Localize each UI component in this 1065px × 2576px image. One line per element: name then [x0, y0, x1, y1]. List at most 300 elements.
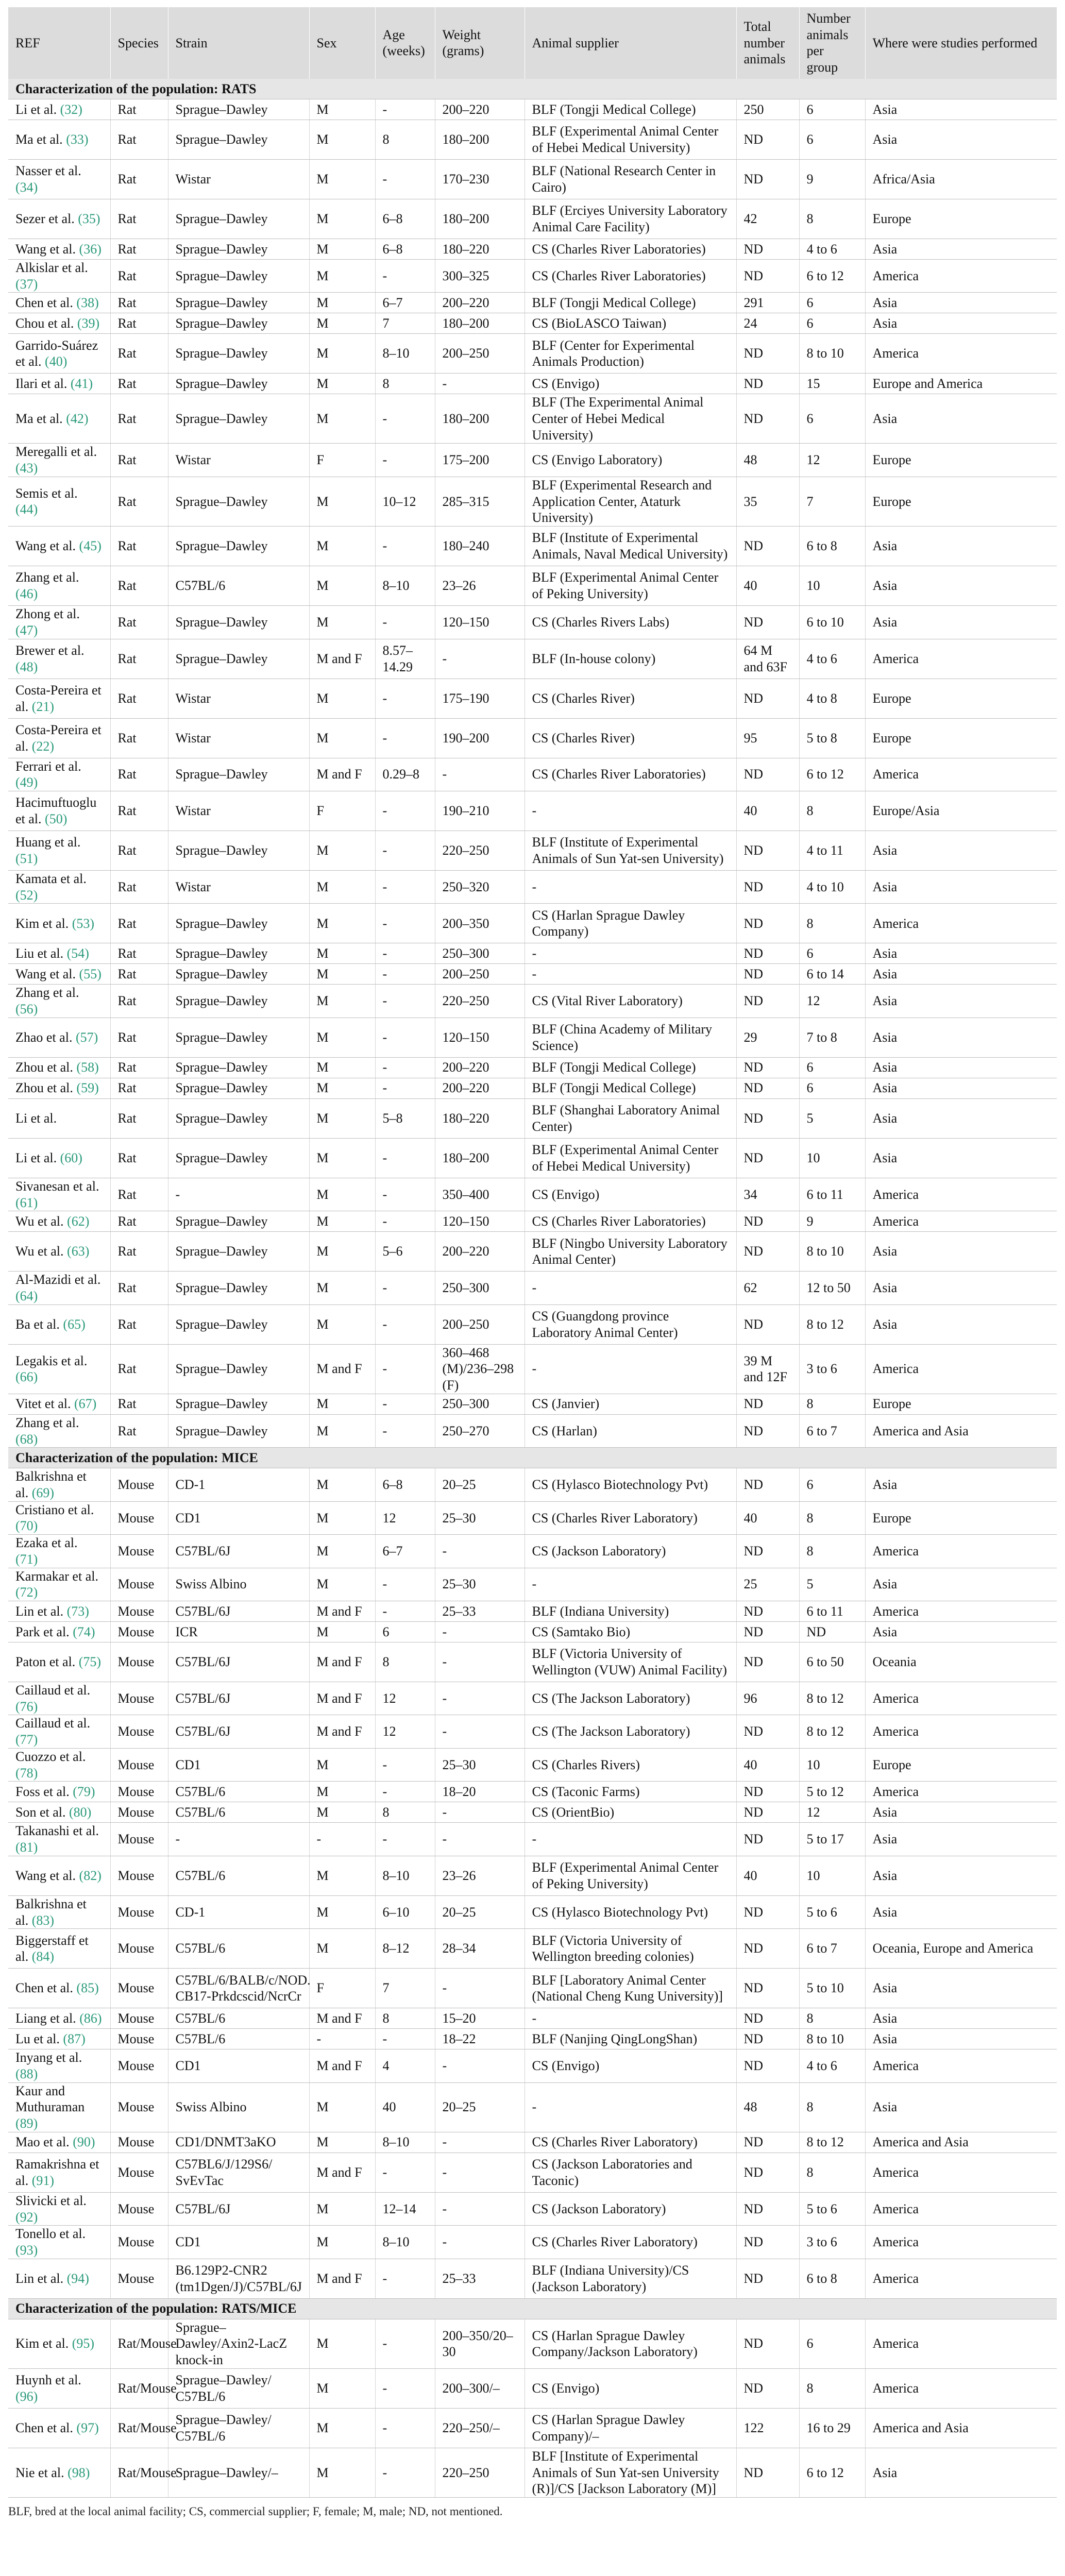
cell-weight: 25–30 [435, 1568, 525, 1601]
ref-citation-link[interactable]: (95) [72, 2336, 95, 2351]
cell-weight: 190–210 [435, 791, 525, 831]
column-header: Total number animals [736, 7, 799, 79]
section-row [8, 2298, 1057, 2319]
cell-total: 35 [736, 477, 799, 526]
cell-supplier: BLF (In-house colony) [525, 639, 736, 679]
cell-where: America and Asia [865, 1414, 1057, 1447]
ref-citation-link[interactable]: (47) [15, 622, 38, 638]
ref-citation-link[interactable]: (86) [79, 2010, 102, 2026]
ref-citation-link[interactable]: (61) [15, 1195, 38, 1210]
table-row [8, 1929, 1057, 1969]
ref-citation-link[interactable]: (98) [67, 2465, 90, 2480]
cell-per-group: 5 to 6 [799, 2192, 865, 2225]
cell-ref [8, 985, 110, 1018]
cell-per-group: 5 to 6 [799, 1895, 865, 1928]
ref-citation-link[interactable]: (83) [31, 1912, 55, 1928]
ref-citation-link[interactable]: (76) [15, 1699, 38, 1714]
cell-where: Asia [865, 2448, 1057, 2497]
cell-supplier: - [525, 943, 736, 964]
ref-citation-link[interactable]: (85) [76, 1980, 99, 1996]
cell-species: Rat [110, 477, 168, 526]
cell-sex: M [309, 964, 375, 985]
cell-total: ND [736, 1823, 799, 1856]
cell-age: - [375, 943, 435, 964]
cell-where: Europe [865, 679, 1057, 718]
ref-citation-link[interactable]: (92) [15, 2209, 38, 2225]
cell-weight: - [435, 2226, 525, 2259]
cell-where: America [865, 1211, 1057, 1232]
ref-citation-link[interactable]: (90) [73, 2134, 95, 2150]
column-header: REF [8, 7, 110, 79]
ref-citation-link[interactable]: (53) [72, 916, 95, 931]
cell-age: - [375, 1601, 435, 1622]
cell-total: ND [736, 1138, 799, 1178]
cell-ref [8, 2226, 110, 2259]
cell-total: ND [736, 120, 799, 159]
ref-citation-link[interactable]: (58) [76, 1060, 99, 1075]
cell-per-group: 6 to 8 [799, 527, 865, 566]
ref-citation-link[interactable]: (36) [79, 241, 102, 257]
ref-author: Kim et al. [15, 2336, 69, 2351]
ref-author: Mao et al. [15, 2134, 70, 2150]
cell-where: America [865, 904, 1057, 943]
cell-supplier: BLF (The Experimental Animal Center of Hebei Medical University) [525, 394, 736, 444]
cell-per-group: 6 [799, 120, 865, 159]
cell-ref [8, 2049, 110, 2082]
ref-citation-link[interactable]: (65) [63, 1316, 86, 1332]
cell-weight: 200–250 [435, 964, 525, 985]
table-row [8, 1344, 1057, 1394]
cell-age: - [375, 679, 435, 718]
cell-weight: 25–30 [435, 1748, 525, 1781]
cell-total: 42 [736, 199, 799, 239]
cell-weight: 200–300/– [435, 2368, 525, 2408]
table-row [8, 1856, 1057, 1895]
ref-author: Tonello et al. [15, 2226, 86, 2242]
cell-species: Mouse [110, 1468, 168, 1501]
cell-species: Mouse [110, 2226, 168, 2259]
cell-per-group: 10 [799, 1138, 865, 1178]
ref-citation-link[interactable]: (21) [31, 699, 55, 714]
ref-citation-link[interactable]: (77) [15, 1732, 38, 1748]
cell-total: ND [736, 964, 799, 985]
ref-author: Zhou et al. [15, 1060, 73, 1075]
cell-strain: Sprague–Dawley [168, 985, 309, 1018]
cell-sex: M [309, 374, 375, 394]
ref-author: Ezaka et al. [15, 1535, 78, 1551]
ref-citation-link[interactable]: (22) [31, 738, 55, 754]
ref-author: Caillaud et al. [15, 1683, 91, 1698]
ref-citation-link[interactable]: (73) [66, 1603, 89, 1619]
ref-citation-link[interactable]: (84) [31, 1949, 55, 1964]
cell-strain: C57BL/6 [168, 2029, 309, 2049]
ref-citation-link[interactable]: (60) [60, 1150, 82, 1165]
table-row [8, 2259, 1057, 2298]
cell-per-group: 6 to 7 [799, 1414, 865, 1447]
ref-citation-link[interactable]: (33) [66, 132, 89, 147]
cell-sex: M [309, 394, 375, 444]
cell-age: - [375, 159, 435, 199]
cell-per-group: 10 [799, 566, 865, 606]
cell-where: Asia [865, 606, 1057, 639]
cell-total: ND [736, 2368, 799, 2408]
cell-weight: 285–315 [435, 477, 525, 526]
ref-author: Semis et al. [15, 485, 78, 501]
ref-author: Zhang et al. [15, 985, 79, 1001]
cell-species: Rat/Mouse [110, 2408, 168, 2448]
ref-author: Ma et al. [15, 411, 63, 427]
ref-citation-link[interactable]: (66) [15, 1369, 38, 1385]
cell-where: America [865, 1178, 1057, 1211]
ref-citation-link[interactable]: (35) [78, 211, 100, 227]
column-header: Number animals per group [799, 7, 865, 79]
cell-weight: 180–220 [435, 1098, 525, 1138]
cell-sex: M [309, 2226, 375, 2259]
table-row [8, 2319, 1057, 2368]
ref-citation-link[interactable]: (46) [15, 586, 38, 602]
cell-where: Asia [865, 2082, 1057, 2132]
cell-age: 8–10 [375, 1856, 435, 1895]
cell-per-group: 4 to 6 [799, 239, 865, 259]
cell-supplier: CS (Harlan Sprague Dawley Company/Jackson Laboratory) [525, 2319, 736, 2368]
cell-total: 24 [736, 313, 799, 334]
cell-ref [8, 1468, 110, 1501]
cell-weight: 250–300 [435, 1272, 525, 1304]
ref-citation-link[interactable]: (62) [67, 1213, 90, 1229]
cell-sex: M [309, 2408, 375, 2448]
cell-where: Asia [865, 964, 1057, 985]
cell-weight: 200–220 [435, 1057, 525, 1078]
table-row [8, 985, 1057, 1018]
cell-per-group: ND [799, 1622, 865, 1642]
cell-ref [8, 394, 110, 444]
ref-citation-link[interactable]: (82) [79, 1868, 102, 1883]
cell-where: Asia [865, 239, 1057, 259]
ref-citation-link[interactable]: (40) [45, 354, 67, 369]
table-row [8, 1232, 1057, 1272]
cell-species: Rat [110, 1394, 168, 1414]
cell-strain: Sprague–Dawley [168, 120, 309, 159]
ref-citation-link[interactable]: (87) [63, 2031, 86, 2046]
ref-author: Wang et al. [15, 967, 76, 982]
cell-strain: Swiss Albino [168, 1568, 309, 1601]
cell-age: - [375, 444, 435, 477]
cell-sex: M [309, 293, 375, 313]
section-title: Characterization of the population: MICE [8, 1448, 1057, 1468]
cell-supplier: CS (Taconic Farms) [525, 1782, 736, 1802]
cell-ref [8, 2008, 110, 2029]
cell-strain: Sprague–Dawley [168, 1057, 309, 1078]
cell-sex: M [309, 1018, 375, 1057]
column-header: Age (weeks) [375, 7, 435, 79]
cell-where: America [865, 334, 1057, 374]
ref-citation-link[interactable]: (96) [15, 2388, 38, 2404]
cell-sex: M [309, 159, 375, 199]
section-title: Characterization of the population: RATS/MICE [8, 2298, 1057, 2319]
ref-citation-link[interactable]: (94) [66, 2270, 89, 2286]
cell-total: ND [736, 1715, 799, 1748]
ref-author: Sivanesan et al. [15, 1178, 99, 1194]
cell-weight: 200–250 [435, 1304, 525, 1344]
cell-where: Asia [865, 293, 1057, 313]
cell-ref [8, 791, 110, 831]
table-row [8, 2049, 1057, 2082]
cell-supplier: BLF (National Research Center in Cairo) [525, 159, 736, 199]
ref-citation-link[interactable]: (54) [66, 946, 89, 961]
cell-supplier: CS (Charles Rivers) [525, 1748, 736, 1781]
cell-weight: 180–240 [435, 527, 525, 566]
cell-sex: F [309, 1969, 375, 2008]
cell-age: - [375, 2368, 435, 2408]
ref-citation-link[interactable]: (72) [15, 1585, 38, 1600]
cell-strain: C57BL/6 [168, 1802, 309, 1823]
cell-species: Rat [110, 374, 168, 394]
ref-citation-link[interactable]: (74) [73, 1624, 95, 1639]
cell-strain: Sprague–Dawley [168, 527, 309, 566]
ref-author: Nasser et al. [15, 163, 81, 179]
cell-weight: 300–325 [435, 259, 525, 292]
ref-author: Foss et al. [15, 1784, 70, 1799]
table-row [8, 2132, 1057, 2153]
cell-supplier: BLF (Tongji Medical College) [525, 99, 736, 120]
cell-ref [8, 2259, 110, 2298]
cell-per-group: 4 to 11 [799, 831, 865, 870]
cell-species: Rat [110, 1211, 168, 1232]
ref-citation-link[interactable]: (67) [74, 1396, 97, 1412]
ref-citation-link[interactable]: (38) [76, 295, 99, 310]
cell-sex: M [309, 120, 375, 159]
ref-citation-link[interactable]: (70) [15, 1518, 38, 1534]
cell-species: Rat/Mouse [110, 2319, 168, 2368]
ref-citation-link[interactable]: (80) [69, 1804, 92, 1820]
ref-author: Cristiano et al. [15, 1502, 94, 1517]
cell-age: - [375, 1414, 435, 1447]
cell-total: ND [736, 159, 799, 199]
cell-sex: M [309, 1501, 375, 1534]
cell-total: ND [736, 1969, 799, 2008]
cell-per-group: 9 [799, 1211, 865, 1232]
table-row [8, 199, 1057, 239]
cell-weight: 220–250/– [435, 2408, 525, 2448]
cell-age: - [375, 718, 435, 758]
table-row [8, 2029, 1057, 2049]
table-row [8, 964, 1057, 985]
cell-where: Europe [865, 444, 1057, 477]
cell-where: America [865, 259, 1057, 292]
ref-citation-link[interactable]: (91) [31, 2173, 55, 2188]
ref-author: Biggerstaff et al. [15, 1933, 89, 1964]
ref-citation-link[interactable]: (42) [66, 411, 89, 427]
cell-supplier: BLF (Experimental Animal Center of Peking University) [525, 1856, 736, 1895]
cell-strain: C57BL/6 [168, 1782, 309, 1802]
ref-citation-link[interactable]: (49) [15, 775, 38, 790]
ref-citation-link[interactable]: (37) [15, 276, 38, 292]
ref-citation-link[interactable]: (93) [15, 2242, 38, 2258]
column-header: Where were studies performed [865, 7, 1057, 79]
cell-sex: M [309, 679, 375, 718]
ref-citation-link[interactable]: (64) [15, 1288, 38, 1303]
cell-weight: 190–200 [435, 718, 525, 758]
ref-citation-link[interactable]: (79) [73, 1784, 95, 1799]
cell-per-group: 6 to 11 [799, 1601, 865, 1622]
cell-species: Rat [110, 758, 168, 791]
cell-ref [8, 2082, 110, 2132]
ref-citation-link[interactable]: (51) [15, 851, 38, 866]
cell-weight: 250–300 [435, 943, 525, 964]
cell-supplier: CS (Charles River Laboratories) [525, 758, 736, 791]
cell-total: ND [736, 831, 799, 870]
ref-citation-link[interactable]: (44) [15, 502, 38, 517]
cell-ref [8, 1304, 110, 1344]
ref-citation-link[interactable]: (89) [15, 2116, 38, 2131]
ref-citation-link[interactable]: (43) [15, 461, 38, 476]
ref-citation-link[interactable]: (71) [15, 1551, 38, 1567]
cell-species: Rat [110, 943, 168, 964]
cell-weight: 250–320 [435, 870, 525, 903]
cell-supplier: - [525, 1568, 736, 1601]
cell-strain: Wistar [168, 444, 309, 477]
table-row [8, 1535, 1057, 1568]
cell-total: ND [736, 527, 799, 566]
cell-total: ND [736, 679, 799, 718]
cell-per-group: 8 [799, 1394, 865, 1414]
cell-supplier: CS (Jackson Laboratories and Taconic) [525, 2153, 736, 2192]
cell-supplier: BLF (Experimental Animal Center of Peking University) [525, 566, 736, 606]
cell-ref [8, 99, 110, 120]
ref-citation-link[interactable]: (48) [15, 659, 38, 674]
cell-ref [8, 2153, 110, 2192]
cell-weight: - [435, 758, 525, 791]
cell-ref [8, 606, 110, 639]
cell-per-group: 8 to 12 [799, 2132, 865, 2153]
cell-age: - [375, 1211, 435, 1232]
cell-ref [8, 477, 110, 526]
cell-total: ND [736, 1098, 799, 1138]
ref-citation-link[interactable]: (78) [15, 1765, 38, 1781]
cell-strain: C57BL/6 [168, 566, 309, 606]
cell-per-group: 5 [799, 1098, 865, 1138]
cell-weight: 200–350/20–30 [435, 2319, 525, 2368]
cell-where: Asia [865, 985, 1057, 1018]
cell-supplier: - [525, 2008, 736, 2029]
cell-where: America and Asia [865, 2132, 1057, 2153]
table-row [8, 334, 1057, 374]
ref-author: Alkislar et al. [15, 260, 88, 275]
cell-weight: 120–150 [435, 1211, 525, 1232]
cell-age: 12 [375, 1501, 435, 1534]
cell-total: ND [736, 606, 799, 639]
cell-strain: Sprague–Dawley/– [168, 2448, 309, 2497]
ref-citation-link[interactable]: (69) [31, 1485, 55, 1500]
cell-species: Mouse [110, 1568, 168, 1601]
cell-per-group: 12 to 50 [799, 1272, 865, 1304]
ref-author: Huang et al. [15, 835, 81, 850]
cell-age: - [375, 1748, 435, 1781]
cell-species: Rat [110, 964, 168, 985]
cell-strain: Sprague–Dawley [168, 374, 309, 394]
cell-weight: - [435, 2049, 525, 2082]
cell-per-group: 6 [799, 99, 865, 120]
cell-sex: M [309, 1748, 375, 1781]
cell-species: Rat [110, 120, 168, 159]
ref-citation-link[interactable]: (52) [15, 887, 38, 903]
cell-sex: M [309, 1535, 375, 1568]
ref-citation-link[interactable]: (45) [79, 538, 102, 554]
cell-total: 39 M and 12F [736, 1344, 799, 1394]
ref-citation-link[interactable]: (81) [15, 1840, 38, 1855]
ref-citation-link[interactable]: (34) [15, 179, 38, 195]
cell-total: ND [736, 1782, 799, 1802]
ref-author: Zhao et al. [15, 1029, 73, 1045]
cell-ref [8, 374, 110, 394]
cell-species: Rat [110, 527, 168, 566]
ref-citation-link[interactable]: (55) [79, 967, 102, 982]
ref-citation-link[interactable]: (32) [60, 101, 82, 117]
ref-citation-link[interactable]: (56) [15, 1002, 38, 1017]
cell-per-group: 8 [799, 904, 865, 943]
cell-sex: M and F [309, 639, 375, 679]
ref-citation-link[interactable]: (50) [45, 811, 67, 826]
cell-total: ND [736, 1929, 799, 1969]
cell-strain: CD1 [168, 2226, 309, 2259]
cell-weight: 175–200 [435, 444, 525, 477]
ref-author: Takanashi et al. [15, 1823, 99, 1839]
cell-species: Mouse [110, 2082, 168, 2132]
cell-sex: M [309, 1856, 375, 1895]
table-row [8, 791, 1057, 831]
cell-ref [8, 1802, 110, 1823]
table-row [8, 477, 1057, 526]
cell-per-group: 12 [799, 1802, 865, 1823]
cell-per-group: 8 [799, 791, 865, 831]
cell-ref [8, 1501, 110, 1534]
cell-per-group: 8 to 12 [799, 1682, 865, 1715]
column-header: Strain [168, 7, 309, 79]
cell-sex: M [309, 1138, 375, 1178]
table-row [8, 1468, 1057, 1501]
cell-species: Rat [110, 566, 168, 606]
population-table [8, 7, 1057, 2498]
cell-ref [8, 2192, 110, 2225]
cell-strain: CD1 [168, 1501, 309, 1534]
ref-citation-link[interactable]: (57) [75, 1029, 98, 1045]
ref-citation-link[interactable]: (97) [76, 2420, 99, 2435]
cell-age: 6 [375, 1622, 435, 1642]
cell-per-group: 7 [799, 477, 865, 526]
ref-citation-link[interactable]: (68) [15, 1431, 38, 1447]
cell-total: ND [736, 904, 799, 943]
ref-citation-link[interactable]: (39) [77, 315, 100, 331]
cell-age: 8–10 [375, 334, 435, 374]
cell-strain: C57BL/6J [168, 2192, 309, 2225]
ref-author: Li et al. [15, 1150, 57, 1165]
ref-author: Meregalli et al. [15, 444, 97, 460]
ref-author: Ferrari et al. [15, 758, 81, 774]
cell-ref [8, 1682, 110, 1715]
table-row [8, 2192, 1057, 2225]
ref-citation-link[interactable]: (63) [67, 1244, 90, 1259]
ref-citation-link[interactable]: (88) [15, 2066, 38, 2081]
cell-per-group: 6 [799, 943, 865, 964]
ref-citation-link[interactable]: (75) [78, 1654, 102, 1670]
ref-citation-link[interactable]: (41) [70, 376, 93, 391]
cell-total: ND [736, 758, 799, 791]
table-row [8, 1501, 1057, 1534]
ref-citation-link[interactable]: (59) [76, 1080, 99, 1096]
cell-ref [8, 334, 110, 374]
cell-weight: 28–34 [435, 1929, 525, 1969]
cell-ref [8, 1856, 110, 1895]
